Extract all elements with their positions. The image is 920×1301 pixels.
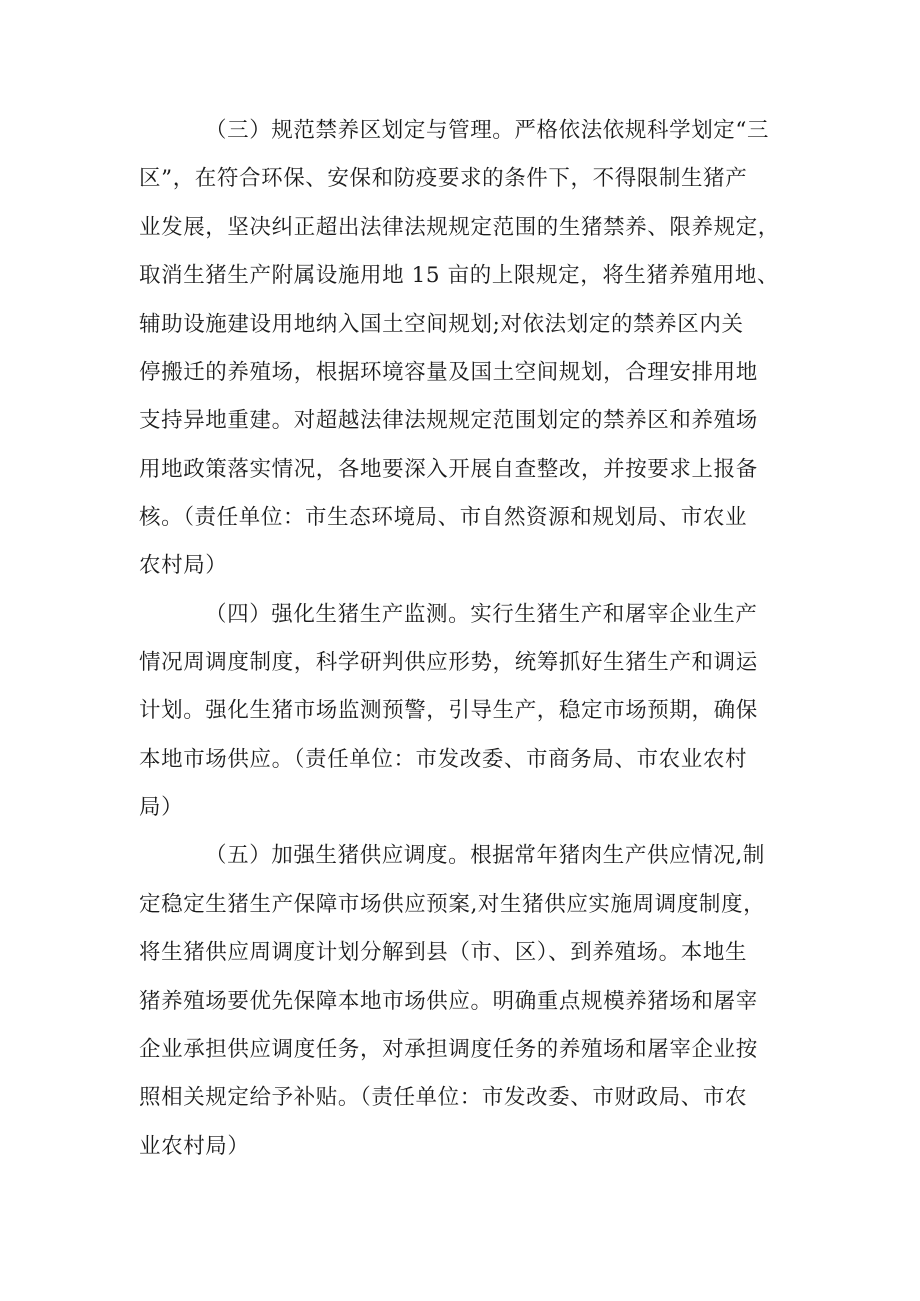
- section-5-line-5: 企业承担供应调度任务，对承担调度任务的养殖场和屠宰企业按: [139, 1037, 758, 1062]
- section-3-line-1: （三）规范禁养区划定与管理。严格依法依规科学划定“三: [205, 118, 770, 143]
- section-4-line-2: 情况周调度制度，科学研判供应形势，统筹抓好生猪生产和调运: [139, 650, 758, 675]
- section-5-line-6: 照相关规定给予补贴。（责任单位：市发改委、市财政局、市农: [139, 1085, 748, 1110]
- section-5-line-3: 将生猪供应周调度计划分解到县（市、区）、到养殖场。本地生: [139, 940, 748, 965]
- section-3-line-2: 区”，在符合环保、安保和防疫要求的条件下，不得限制生猪产: [139, 166, 748, 191]
- section-5-line-7: 业农村局）: [139, 1134, 250, 1159]
- section-4-line-1: （四）强化生猪生产监测。实行生猪生产和屠宰企业生产: [205, 602, 758, 627]
- section-5-line-2: 定稳定生猪生产保障市场供应预案,对生猪供应实施周调度制度，: [139, 892, 766, 917]
- section-4-line-5: 局）: [139, 795, 184, 820]
- section-3-line-5: 辅助设施建设用地纳入国土空间规划;对依法划定的禁养区内关: [139, 312, 744, 337]
- section-5-line-1: （五）加强生猪供应调度。根据常年猪肉生产供应情况,制: [205, 843, 765, 868]
- section-3-line-9: 核。（责任单位：市生态环境局、市自然资源和规划局、市农业: [139, 505, 748, 530]
- section-3-line-3: 业发展，坚决纠正超出法律法规规定范围的生猪禁养、限养规定，: [139, 215, 780, 240]
- section-3-line-10: 农村局）: [139, 553, 228, 578]
- section-3-line-8: 用地政策落实情况，各地要深入开展自查整改，并按要求上报备: [139, 457, 758, 482]
- section-5-line-4: 猪养殖场要优先保障本地市场供应。明确重点规模养猪场和屠宰: [139, 989, 758, 1014]
- section-4-line-4: 本地市场供应。（责任单位：市发改委、市商务局、市农业农村: [139, 747, 748, 772]
- section-4-line-3: 计划。强化生猪市场监测预警，引导生产，稳定市场预期，确保: [139, 698, 758, 723]
- section-3-line-4: 取消生猪生产附属设施用地 15 亩的上限规定，将生猪养殖用地、: [139, 263, 780, 288]
- section-3-line-6: 停搬迁的养殖场，根据环境容量及国土空间规划，合理安排用地: [139, 360, 758, 385]
- section-3-line-7: 支持异地重建。对超越法律法规规定范围划定的禁养区和养殖场: [139, 408, 758, 433]
